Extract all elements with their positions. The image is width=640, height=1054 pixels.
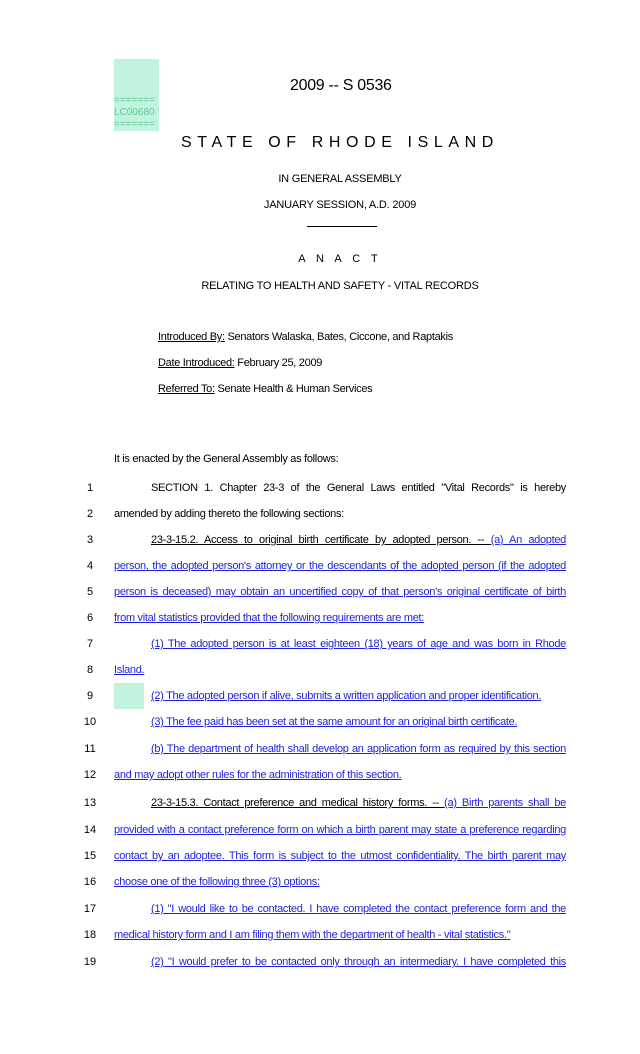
lc-code: LC00680: [114, 107, 155, 118]
text-line: [0, 876, 640, 896]
line-number: 13: [83, 797, 97, 809]
text-line: [0, 743, 640, 763]
state-heading: STATE OF RHODE ISLAND: [181, 134, 499, 151]
line-number: 6: [86, 612, 94, 624]
text-line: [0, 534, 640, 554]
line-number: 12: [83, 769, 97, 781]
text-line: [0, 797, 640, 817]
line-text: and may adopt other rules for the administration of this section.: [114, 769, 402, 781]
line-text: (b) The department of health shall develop an application form as required by this section: [151, 743, 566, 755]
line-number: 14: [83, 824, 97, 836]
line-number: 2: [86, 508, 94, 520]
enacting-clause: It is enacted by the General Assembly as follows:: [114, 453, 339, 465]
line-text: (1) The adopted person is at least eighteen (18) years of age and was born in Rhode: [151, 638, 566, 650]
date-introduced-value: February 25, 2009: [234, 357, 323, 369]
line-text: contact by an adoptee. This form is subject to the utmost confidentiality. The birth parent may: [114, 850, 566, 862]
line-text: medical history form and I am filing them with the department of health - vital statistics.": [114, 929, 511, 941]
line-text: amended by adding thereto the following sections:: [114, 508, 344, 520]
line-number: 1: [86, 482, 94, 494]
text-line: [0, 716, 640, 736]
line-text: from vital statistics provided that the following requirements are met:: [114, 612, 425, 624]
text-line: [0, 586, 640, 606]
line-number: 3: [86, 534, 94, 546]
line-text: Island.: [114, 664, 145, 676]
text-line: [0, 664, 640, 684]
text-line: [0, 769, 640, 789]
line-text: person, the adopted person's attorney or the descendants of the adopted person (if the adopted: [114, 560, 566, 572]
text-line: [0, 508, 640, 528]
line-number: 17: [83, 903, 97, 915]
text-line: [0, 956, 640, 976]
line-number: 16: [83, 876, 97, 888]
line-number: 8: [86, 664, 94, 676]
line-text: [151, 534, 566, 546]
line-number: 4: [86, 560, 94, 572]
text-line: [0, 929, 640, 949]
referred-to-label: Referred To:: [158, 383, 215, 395]
line-text: SECTION 1. Chapter 23-3 of the General Laws entitled "Vital Records" is hereby: [151, 482, 566, 494]
line-number: 7: [86, 638, 94, 650]
line-text: provided with a contact preference form on which a birth parent may state a preference regarding: [114, 824, 566, 836]
act-heading: A N A C T: [298, 253, 382, 265]
line-text: person is deceased) may obtain an uncertified copy of that person's original certificate of birth: [114, 586, 566, 598]
text-line: [0, 612, 640, 632]
section-heading: 23-3-15.3. Contact preference and medical history forms. --: [151, 797, 445, 809]
line-number: 18: [83, 929, 97, 941]
line-text: (3) The fee paid has been set at the same amount for an original birth certificate.: [151, 716, 518, 728]
line-text: (2) "I would prefer to be contacted only through an intermediary. I have completed this: [151, 956, 566, 968]
text-line: [0, 690, 640, 710]
text-line: [0, 560, 640, 580]
date-introduced-label: Date Introduced:: [158, 357, 235, 369]
introduced-by: [158, 331, 453, 343]
line-number: 10: [83, 716, 97, 728]
line-text: (1) "I would like to be contacted. I have completed the contact preference form and the: [151, 903, 566, 915]
introduced-by-label: Introduced By:: [158, 331, 225, 343]
line-number: 15: [83, 850, 97, 862]
line-text: (2) The adopted person if alive, submits a written application and proper identification.: [151, 690, 542, 702]
text-line: [0, 824, 640, 844]
line-number: 19: [83, 956, 97, 968]
heading-rule: [307, 226, 377, 227]
session-heading: JANUARY SESSION, A.D. 2009: [263, 199, 417, 211]
section-heading: 23-3-15.2. Access to original birth certificate by adopted person. --: [151, 534, 491, 546]
line-text: [151, 797, 566, 809]
inserted-text: (a) Birth parents shall be: [444, 797, 566, 809]
line-number: 11: [84, 743, 96, 755]
referred-to-value: Senate Health & Human Services: [214, 383, 373, 395]
text-line: [0, 903, 640, 923]
date-introduced: [158, 357, 322, 369]
bill-number: 2009 -- S 0536: [290, 77, 392, 94]
lc-code-label: [114, 95, 155, 131]
assembly-heading: IN GENERAL ASSEMBLY: [278, 173, 402, 185]
line-number: 9: [86, 690, 94, 702]
introduced-by-value: Senators Walaska, Bates, Ciccone, and Raptakis: [224, 331, 453, 343]
line-text: choose one of the following three (3) options:: [114, 876, 320, 888]
text-line: [0, 638, 640, 658]
text-line: [0, 482, 640, 502]
relating-heading: RELATING TO HEALTH AND SAFETY - VITAL RECORDS: [201, 280, 479, 292]
line-number: 5: [86, 586, 94, 598]
text-line: [0, 850, 640, 870]
referred-to: [158, 383, 372, 395]
lc-dashes-top: =======: [114, 95, 155, 106]
inserted-text: (a) An adopted: [490, 534, 566, 546]
lc-dashes-bottom: =======: [114, 119, 155, 130]
